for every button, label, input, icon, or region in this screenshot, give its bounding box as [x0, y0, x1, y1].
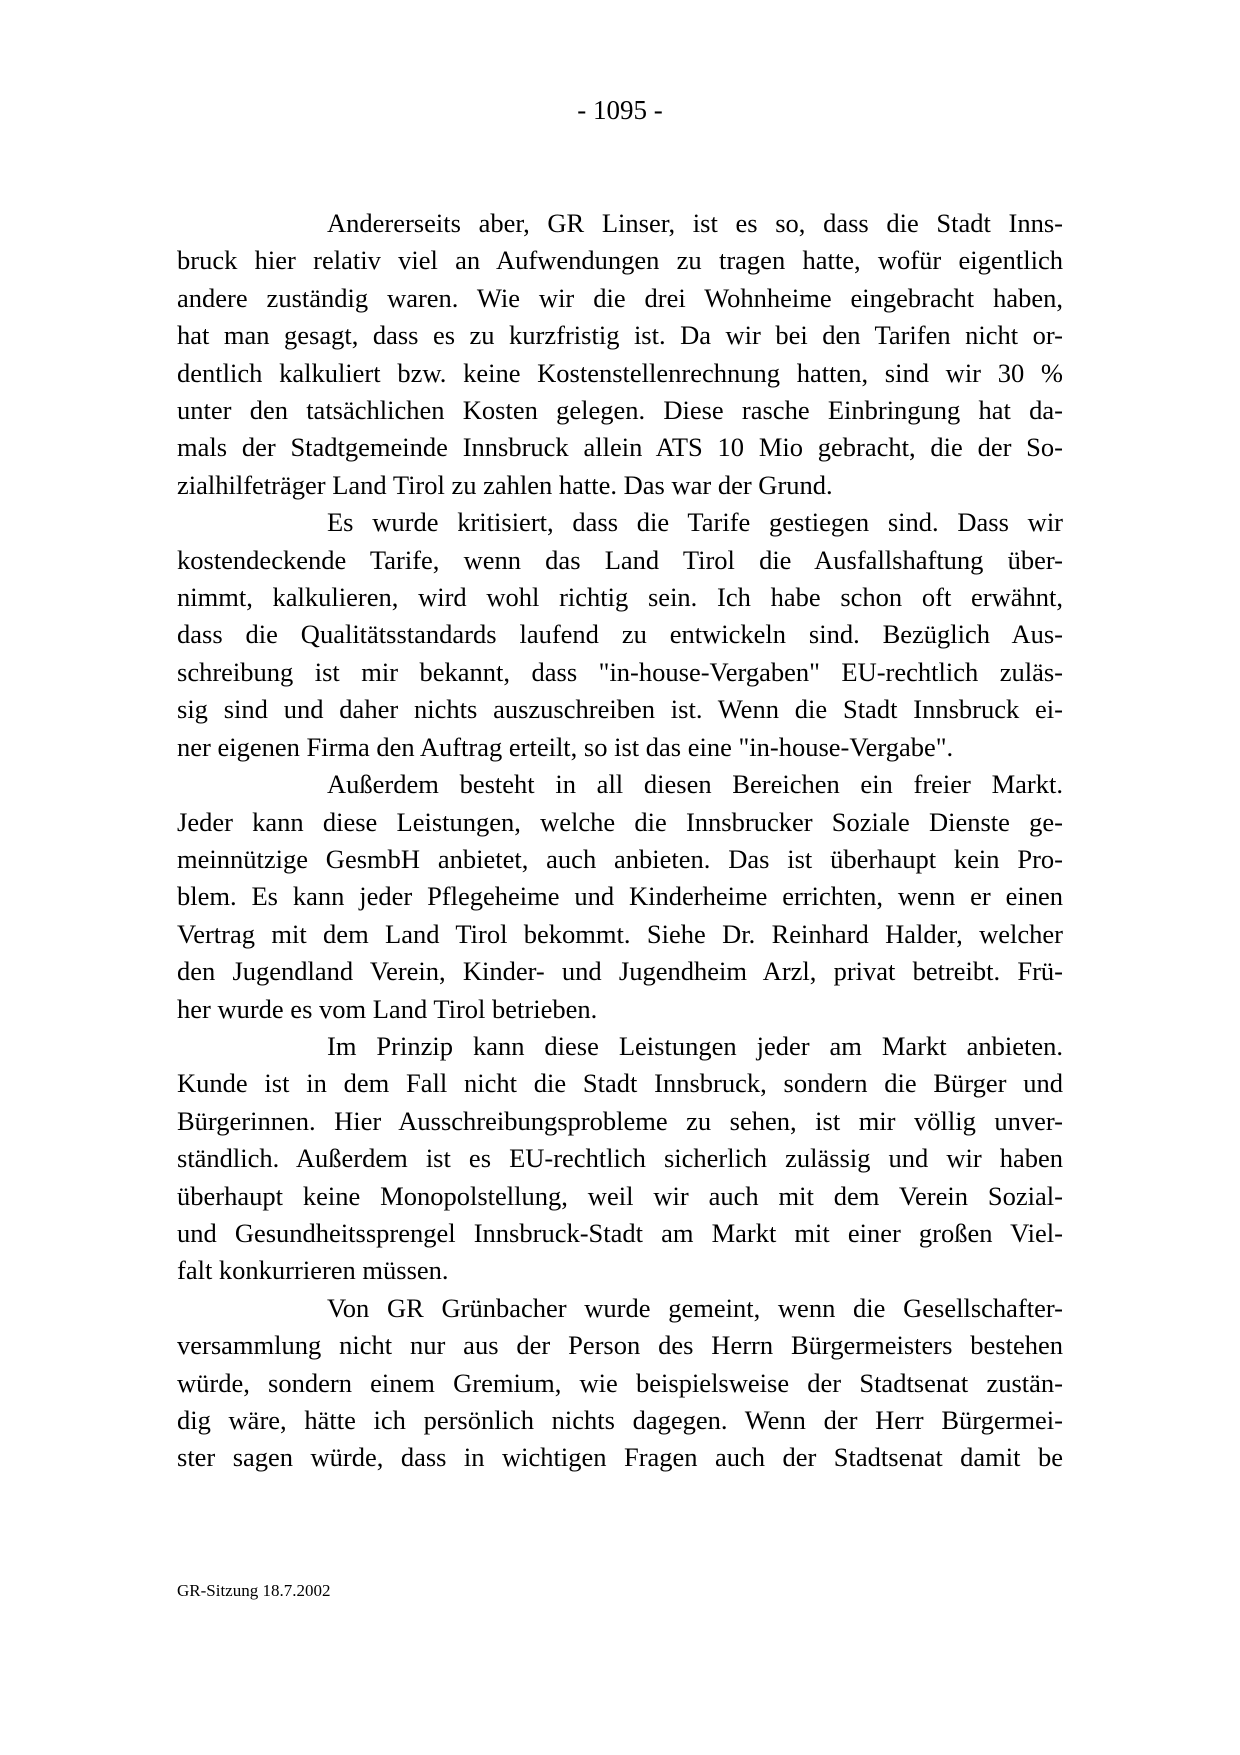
text-line: blem. Es kann jeder Pflegeheime und Kinderheime errichten, wenn er einen [177, 881, 1063, 912]
text-line: dentlich kalkuliert bzw. keine Kostenstellenrechnung hatten, sind wir 30 % [177, 357, 1063, 388]
text-line: überhaupt keine Monopolstellung, weil wir auch mit dem Verein Sozial- [177, 1180, 1063, 1211]
text-line: unter den tatsächlichen Kosten gelegen. Diese rasche Einbringung hat da- [177, 395, 1063, 426]
text-line: Es wurde kritisiert, dass die Tarife gestiegen sind. Dass wir [327, 507, 1063, 538]
text-line: mals der Stadtgemeinde Innsbruck allein ATS 10 Mio gebracht, die der So- [177, 432, 1063, 463]
text-line: zialhilfeträger Land Tirol zu zahlen hatte. Das war der Grund. [177, 469, 833, 500]
text-line: kostendeckende Tarife, wenn das Land Tirol die Ausfallshaftung über- [177, 544, 1063, 575]
text-line: ner eigenen Firma den Auftrag erteilt, so ist das eine "in-house-Vergabe". [177, 731, 954, 762]
text-line: Von GR Grünbacher wurde gemeint, wenn die Gesellschafter- [327, 1292, 1063, 1323]
text-line: meinnützige GesmbH anbietet, auch anbieten. Das ist überhaupt kein Pro- [177, 843, 1063, 874]
text-line: Außerdem besteht in all diesen Bereichen ein freier Markt. [327, 769, 1063, 800]
paragraph [177, 504, 1063, 766]
paragraph [177, 1290, 1063, 1477]
text-line: versammlung nicht nur aus der Person des Herrn Bürgermeisters bestehen [177, 1330, 1063, 1361]
text-line: Kunde ist in dem Fall nicht die Stadt Innsbruck, sondern die Bürger und [177, 1068, 1063, 1099]
text-line: her wurde es vom Land Tirol betrieben. [177, 993, 598, 1024]
text-line: ständlich. Außerdem ist es EU-rechtlich sicherlich zulässig und wir haben [177, 1143, 1063, 1174]
text-line: hat man gesagt, dass es zu kurzfristig ist. Da wir bei den Tarifen nicht or- [177, 320, 1063, 351]
text-line: nimmt, kalkulieren, wird wohl richtig sein. Ich habe schon oft erwähnt, [177, 582, 1063, 613]
text-line: dass die Qualitätsstandards laufend zu entwickeln sind. Bezüglich Aus- [177, 619, 1063, 650]
paragraph [177, 1028, 1063, 1290]
text-line: bruck hier relativ viel an Aufwendungen zu tragen hatte, wofür eigentlich [177, 245, 1063, 276]
text-line: Im Prinzip kann diese Leistungen jeder am Markt anbieten. [327, 1030, 1063, 1061]
text-line: Bürgerinnen. Hier Ausschreibungsprobleme zu sehen, ist mir völlig unver- [177, 1105, 1063, 1136]
paragraph [177, 766, 1063, 1028]
text-line: dig wäre, hätte ich persönlich nichts dagegen. Wenn der Herr Bürgermei- [177, 1405, 1063, 1435]
text-line: ster sagen würde, dass in wichtigen Fragen auch der Stadtsenat damit be [177, 1442, 1063, 1473]
text-line: schreibung ist mir bekannt, dass "in-house-Vergaben" EU-rechtlich zuläs- [177, 656, 1063, 687]
text-line: falt konkurrieren müssen. [177, 1255, 449, 1286]
text-line: den Jugendland Verein, Kinder- und Jugendheim Arzl, privat betreibt. Frü- [177, 956, 1063, 987]
text-line: Jeder kann diese Leistungen, welche die Innsbrucker Soziale Dienste ge- [177, 806, 1063, 837]
text-line: sig sind und daher nichts auszuschreiben ist. Wenn die Stadt Innsbruck ei- [177, 694, 1063, 725]
paragraph [177, 205, 1063, 504]
text-line: Vertrag mit dem Land Tirol bekommt. Siehe Dr. Reinhard Halder, welcher [177, 918, 1063, 949]
text-line: würde, sondern einem Gremium, wie beispielsweise der Stadtsenat zustän- [177, 1367, 1063, 1398]
footer-session-date: GR-Sitzung 18.7.2002 [177, 1581, 331, 1600]
text-line: Andererseits aber, GR Linser, ist es so, dass die Stadt Inns- [327, 208, 1063, 238]
body-text [177, 205, 1063, 1477]
page-number: - 1095 - [577, 95, 663, 125]
text-line: und Gesundheitssprengel Innsbruck-Stadt am Markt mit einer großen Viel- [177, 1217, 1063, 1248]
text-line: andere zuständig waren. Wie wir die drei Wohnheime eingebracht haben, [177, 282, 1063, 313]
